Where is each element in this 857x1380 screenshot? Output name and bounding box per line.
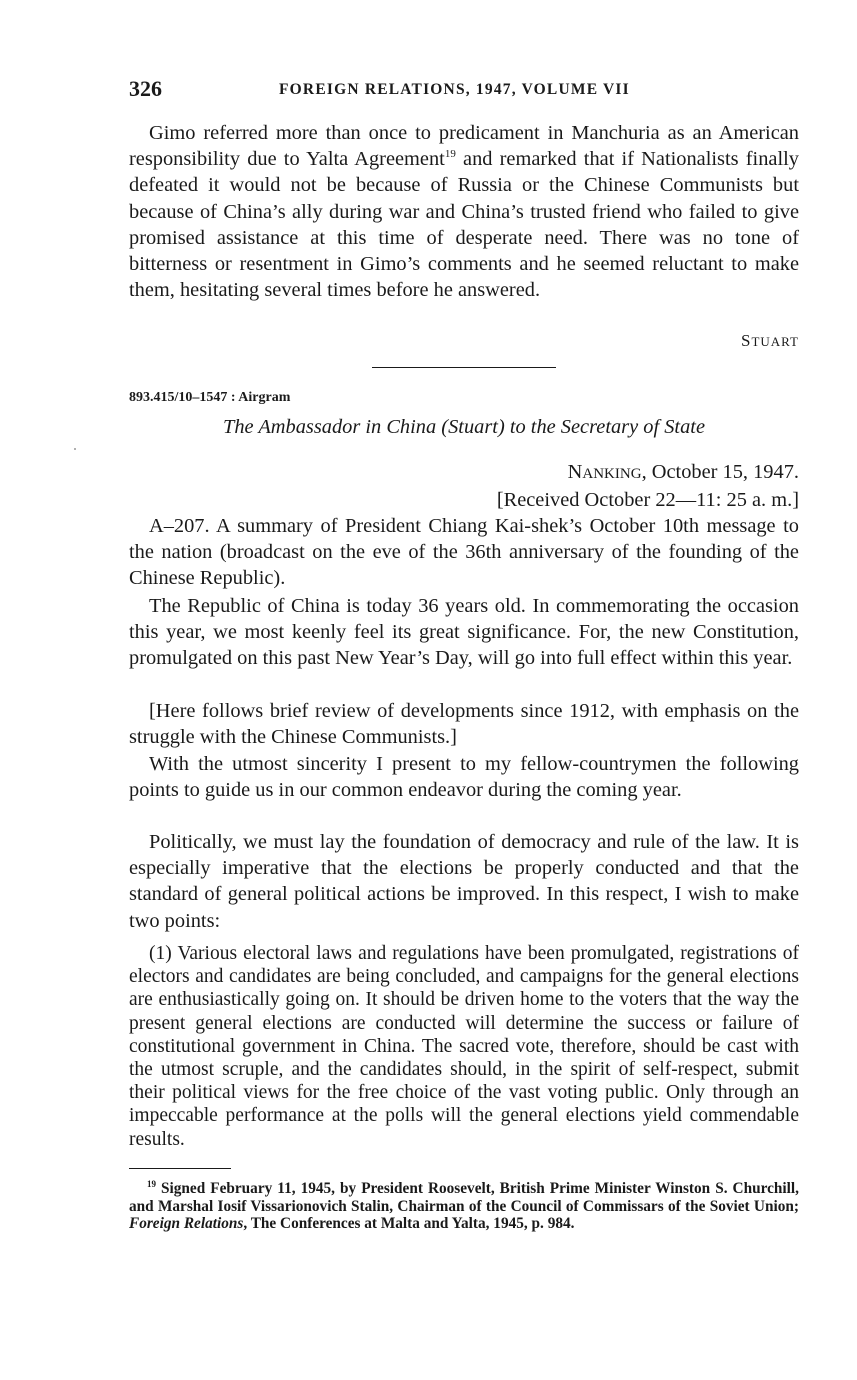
title-name: Stuart xyxy=(448,416,498,438)
received-note: [Received October 22—11: 25 a. m.] xyxy=(496,489,799,511)
title-text: ) to the Secretary of State xyxy=(497,416,705,438)
footnote-19 xyxy=(129,1180,799,1233)
place-date xyxy=(497,459,799,487)
signature-initial: S xyxy=(740,331,752,350)
date: , October 15, 1947. xyxy=(641,461,799,483)
footnote-text: Signed February 11, 1945, by President Roosevelt, British Prime Minister Winston S. Churchill, and Marshal Iosif Vissarionovich Stalin, Chairman of the Council of Commissars of the Soviet Union; xyxy=(129,1180,799,1215)
page-header xyxy=(129,74,799,104)
document-separator-rule xyxy=(372,367,556,368)
footnote-mark: 19 xyxy=(147,1178,156,1189)
file-reference: 893.415/10–1547 : Airgram xyxy=(129,390,291,405)
body-paragraph-2: The Republic of China is today 36 years old. In commemorating the occasion this year, we most keenly feel its great significance. For, the new Constitution, promulgated on this past New Year’s Day, will go into full effect within this year. xyxy=(129,595,799,670)
place-rest: ANKING xyxy=(582,466,642,482)
title-text: The Ambassador in China ( xyxy=(223,416,449,438)
paragraph-text: and remarked that if Nationalists finally defeated it would not be because of Russia or the Chinese Communists but because of China’s ally during war and China’s trusted friend who failed to give promised assistance at this time of desperate need. There was no tone of bitterness or resentment in Gimo’s comments and he seemed reluctant to make them, hesitating several times before he answered. xyxy=(129,148,799,302)
running-head: FOREIGN RELATIONS, 1947, VOLUME VII xyxy=(279,81,630,98)
footnote-italic-title: Foreign Relations xyxy=(129,1215,244,1232)
body-paragraph-1: A–207. A summary of President Chiang Kai-shek’s October 10th message to the nation (broadcast on the eve of the 36th anniversary of the founding of the Chinese Republic). xyxy=(129,515,799,590)
footnote-rule xyxy=(129,1168,231,1169)
body-paragraph-3: [Here follows brief review of developments since 1912, with emphasis on the struggle with the Chinese Communists.] xyxy=(129,700,799,749)
margin-mark xyxy=(74,448,76,450)
body-paragraph-4: With the utmost sincerity I present to my fellow-countrymen the following points to guide us in our common endeavor during the coming year. xyxy=(129,753,799,802)
footnote-text: , The Conferences at Malta and Yalta, 1945, p. 984. xyxy=(243,1215,575,1232)
document-title xyxy=(129,413,799,441)
dateline xyxy=(497,459,799,513)
paragraph-text: Gimo referred more than once to predicament in Manchuria as an American responsibility due to Yalta Agreement xyxy=(129,122,799,171)
signature xyxy=(741,330,799,353)
signature-rest: TUART xyxy=(751,334,799,349)
body-paragraph-5: Politically, we must lay the foundation of democracy and rule of the law. It is especially imperative that the elections be properly conducted and that the standard of general political actions be improved. In this respect, I wish to make two points: xyxy=(129,831,799,932)
page-number: 326 xyxy=(129,76,162,101)
place-initial: N xyxy=(567,461,583,483)
footnote-reference: 19 xyxy=(444,148,456,161)
previous-document-closing-paragraph xyxy=(129,120,799,303)
point-1-paragraph: (1) Various electoral laws and regulations have been promulgated, registrations of electors and candidates are being concluded, and campaigns for the general elections are enthusiastically going on. It should be driven home to the voters that the way the present general elections are conducted will determine the success or failure of constitutional government in China. The sacred vote, therefore, should be cast with the utmost scruple, and the candidates should, in the spirit of self-respect, submit their political views for the free choice of the vast voting public. Only through an impeccable performance at the polls will the general elections yield commendable results. xyxy=(129,943,799,1150)
